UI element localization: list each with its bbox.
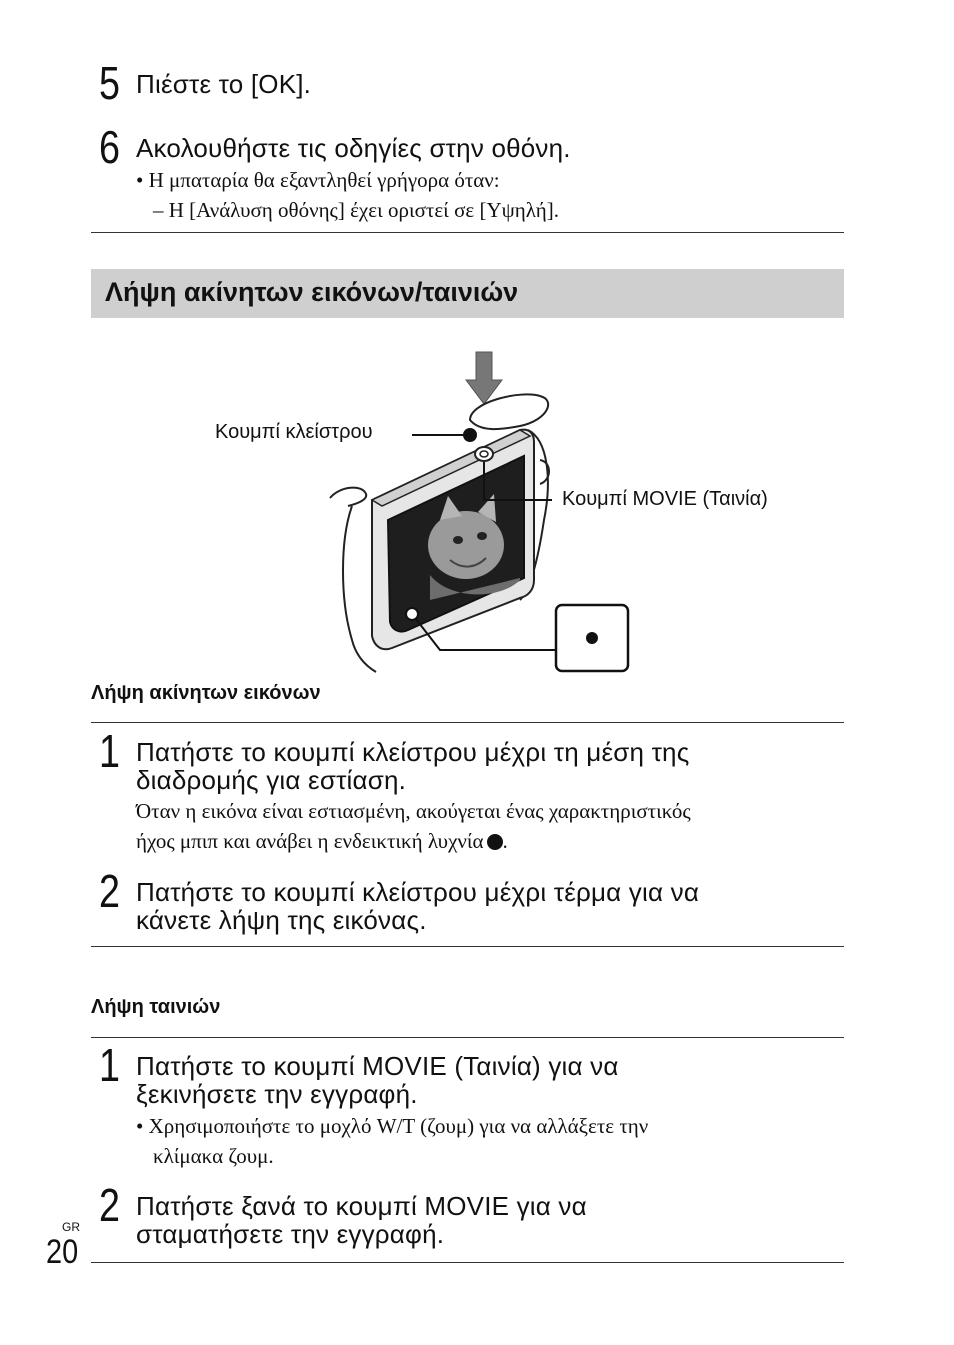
- step-text: Πιέστε το [OK].: [136, 69, 312, 99]
- press-arrow-icon: [466, 352, 502, 404]
- step-number: 2: [99, 865, 120, 917]
- subsection-heading: Λήψη ταινιών: [91, 996, 221, 1018]
- step-text: κάνετε λήψη της εικόνας.: [136, 905, 427, 935]
- divider: [91, 232, 844, 233]
- step-number: 6: [99, 121, 120, 173]
- step-text: Πατήστε το κουμπί κλείστρου μέχρι τη μέση της: [136, 737, 690, 767]
- step-text: διαδρομής για εστίαση.: [136, 765, 407, 795]
- bullet-note: κλίμακα ζουμ.: [153, 1144, 274, 1168]
- language-code: GR: [62, 1220, 80, 1234]
- step-note-with-indicator: ήχος μπιπ και ανάβει η ενδεικτική λυχνία .: [136, 829, 508, 853]
- divider: [91, 946, 844, 947]
- bullet-note: • Η μπαταρία θα εξαντληθεί γρήγορα όταν:: [136, 168, 500, 192]
- step-note: ήχος μπιπ και ανάβει η ενδεικτική λυχνία: [136, 829, 484, 853]
- step-number: 5: [99, 57, 120, 109]
- focus-indicator-icon: [586, 632, 598, 644]
- divider: [91, 1037, 844, 1038]
- subsection-heading: Λήψη ακίνητων εικόνων: [91, 682, 321, 704]
- step-number: 2: [99, 1179, 120, 1231]
- step-number: 1: [99, 1039, 120, 1091]
- step-note: Όταν η εικόνα είναι εστιασμένη, ακούγεται ένας χαρακτηριστικός: [136, 799, 691, 823]
- sub-bullet-note: – Η [Ανάλυση οθόνης] έχει οριστεί σε [Υψηλή].: [153, 198, 559, 222]
- step-text: Πατήστε ξανά το κουμπί MOVIE για να: [136, 1191, 587, 1221]
- focus-indicator-icon: [487, 834, 503, 850]
- page-number: 20: [46, 1233, 79, 1271]
- bullet-note: • Χρησιμοποιήστε το μοχλό W/T (ζουμ) για να αλλάξετε την: [136, 1114, 649, 1138]
- step-text: Πατήστε το κουμπί MOVIE (Ταινία) για να: [136, 1051, 619, 1081]
- step-text: σταματήσετε την εγγραφή.: [136, 1219, 445, 1249]
- divider: [91, 1262, 844, 1263]
- section-title: Λήψη ακίνητων εικόνων/ταινιών: [105, 277, 519, 307]
- step-text: Ακολουθήστε τις οδηγίες στην οθόνη.: [136, 133, 571, 163]
- step-text: Πατήστε το κουμπί κλείστρου μέχρι τέρμα για να: [136, 877, 700, 907]
- divider: [91, 722, 844, 723]
- shutter-button-label: Κουμπί κλείστρου: [215, 421, 373, 443]
- section-header: [91, 269, 844, 318]
- step-number: 1: [99, 725, 120, 777]
- step-text: ξεκινήσετε την εγγραφή.: [136, 1079, 418, 1109]
- movie-button-label: Κουμπί MOVIE (Ταινία): [562, 488, 768, 510]
